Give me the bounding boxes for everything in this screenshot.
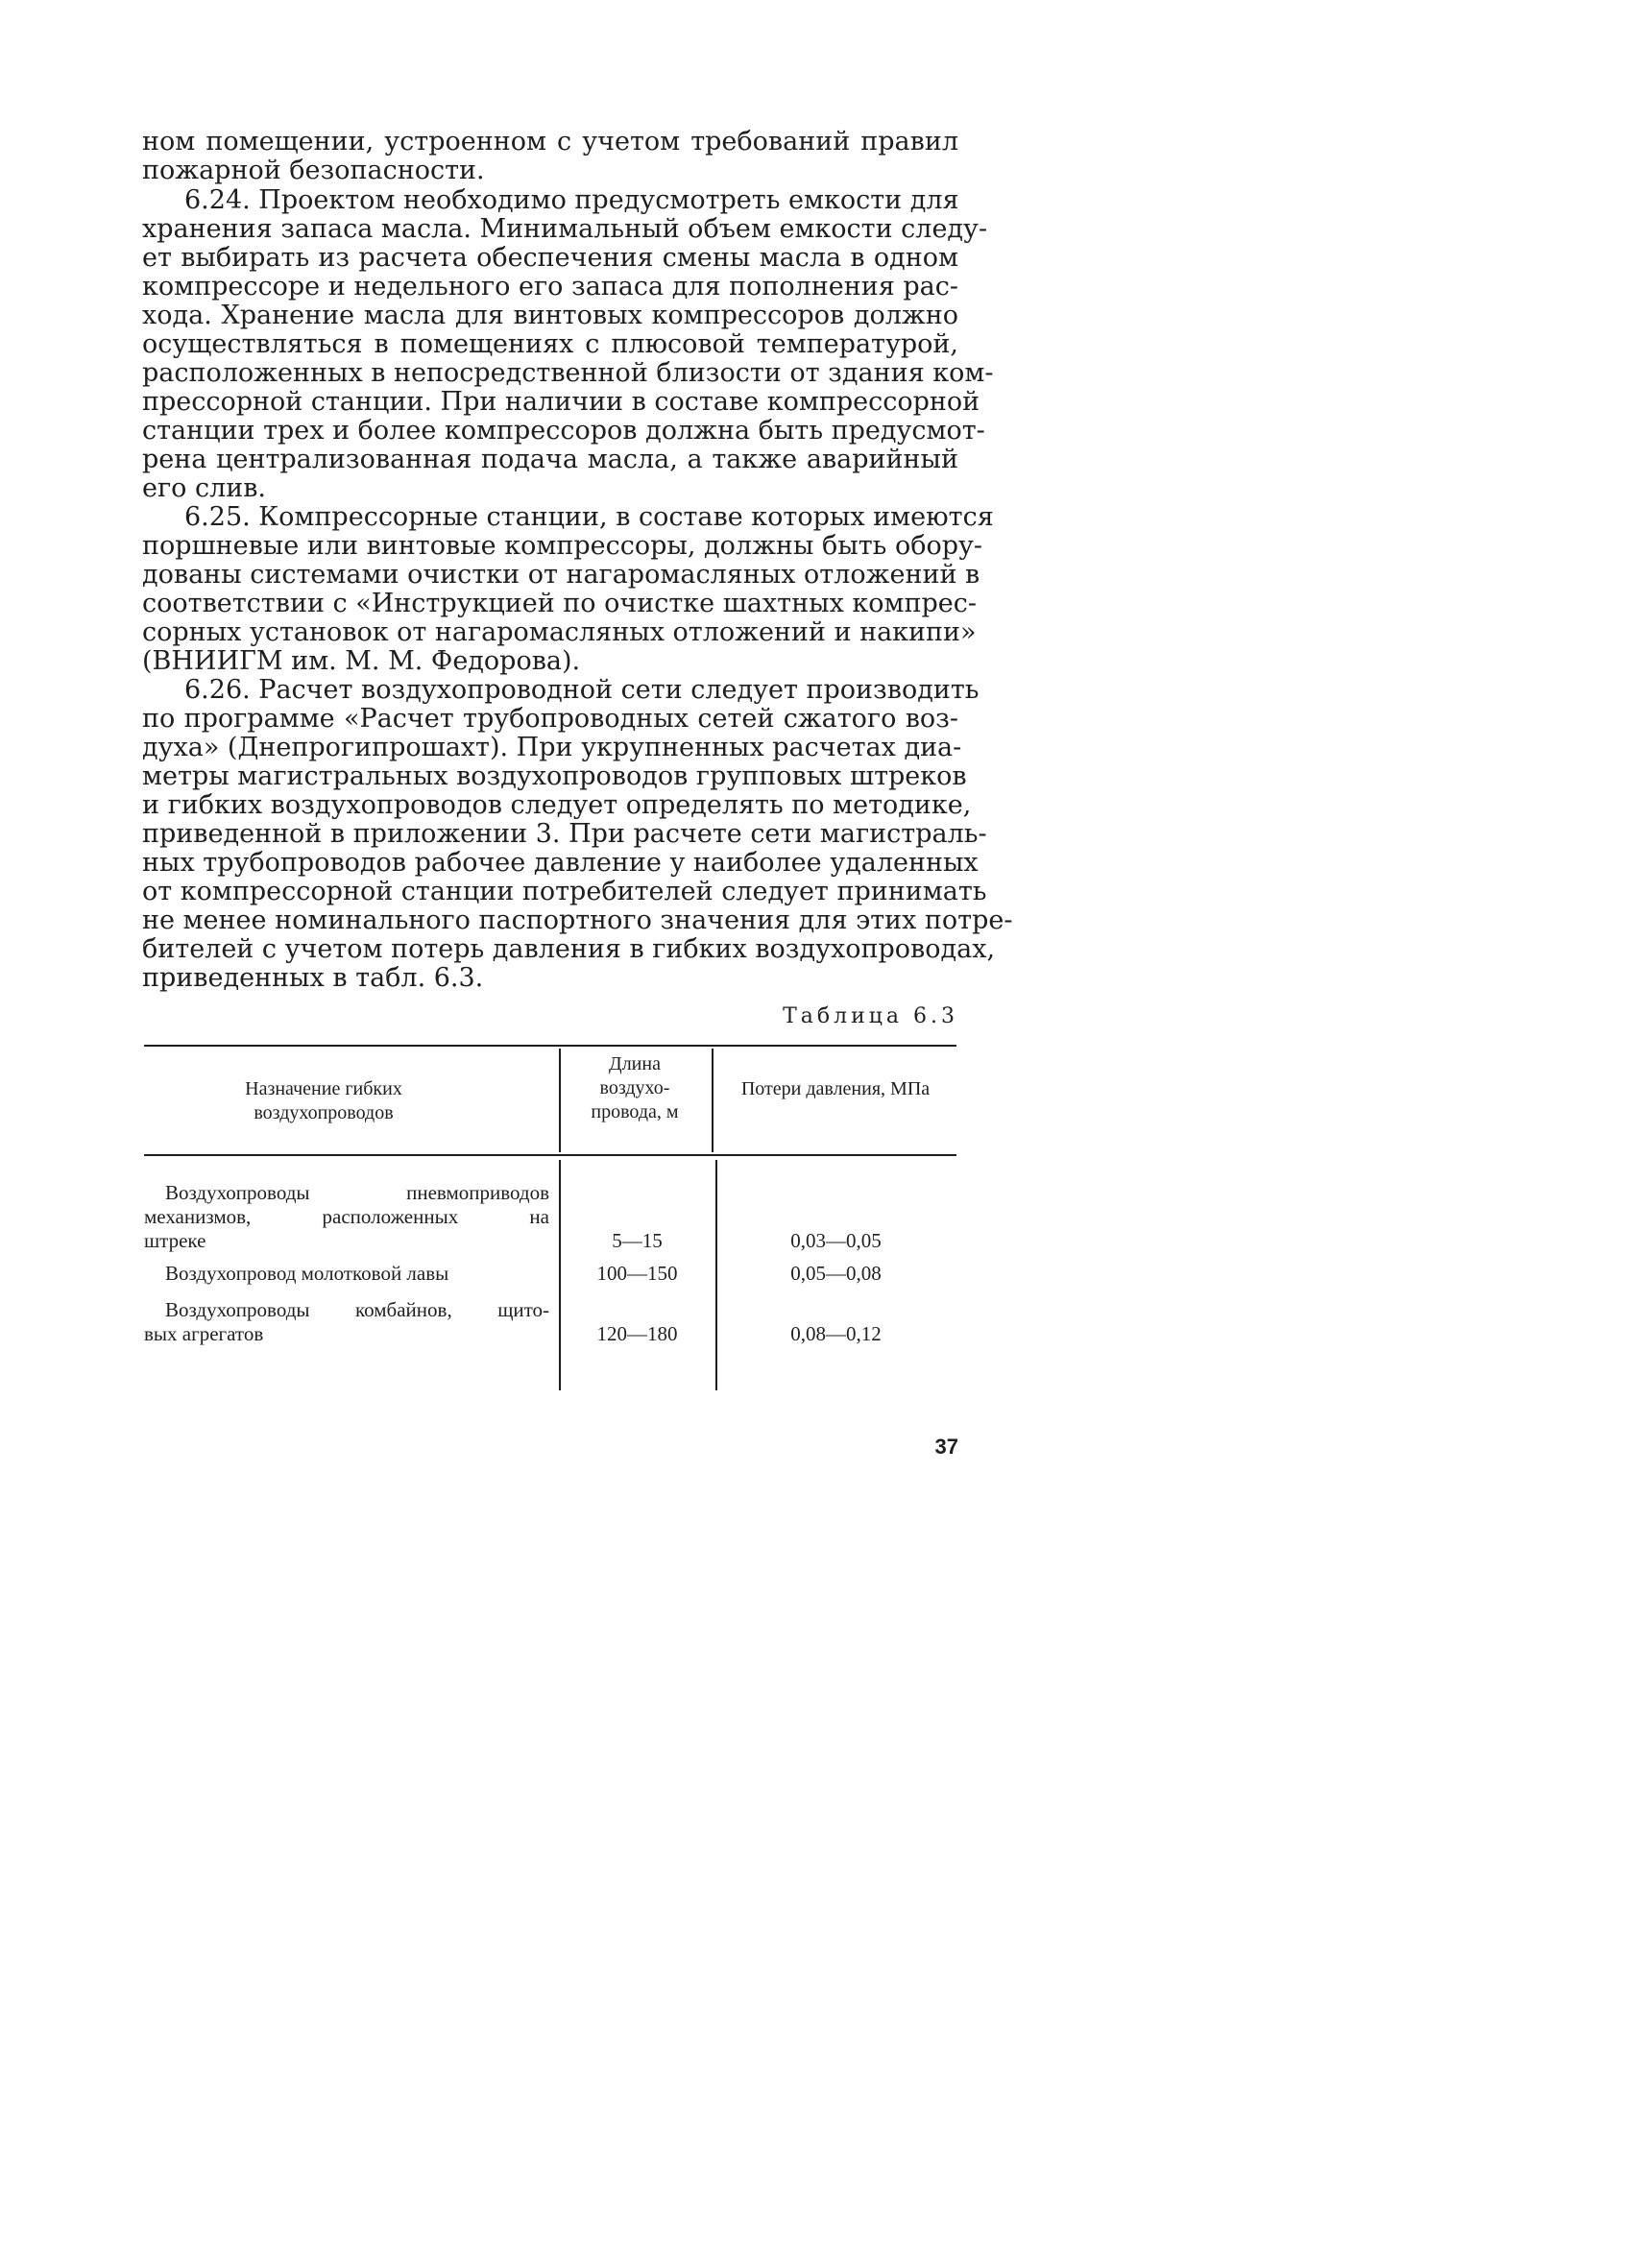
- table-column-divider: [559, 1049, 561, 1152]
- text-line: 6.25. Компрессорные станции, в составе которых имеются: [184, 502, 994, 532]
- page-number: 37: [934, 1435, 958, 1459]
- table-cell-length: 100—150: [596, 1262, 678, 1285]
- table-cell-length: 5—15: [612, 1229, 663, 1252]
- text-line: прессорной станции. При наличии в составе компрессорной: [142, 387, 980, 417]
- text-line: поршневые или винтовые компрессоры, должны быть обору-: [142, 531, 983, 561]
- table-header-rule: [144, 1154, 956, 1156]
- text-line: пожарной безопасности.: [142, 156, 485, 185]
- table-cell-purpose: механизмов, расположенных на: [144, 1205, 549, 1228]
- table-header-length: Длина воздухо-провода, м: [591, 1053, 679, 1122]
- text-line: станции трех и более компрессоров должна быть предусмот-: [142, 416, 985, 446]
- text-line: компрессоре и недельного его запаса для пополнения рас-: [142, 272, 958, 302]
- text-line: 6.26. Расчет воздухопроводной сети следует производить: [184, 675, 980, 705]
- table-cell-purpose: вых агрегатов: [144, 1322, 264, 1345]
- text-line: ном помещении, устроенном с учетом требований правил: [142, 127, 958, 157]
- text-line: ет выбирать из расчета обеспечения смены масла в одном: [142, 243, 958, 273]
- text-line: ных трубопроводов рабочее давление у наиболее удаленных: [142, 848, 979, 878]
- text-line: от компрессорной станции потребителей следует принимать: [142, 877, 987, 906]
- text-line: по программе «Расчет трубопроводных сетей сжатого воз-: [142, 704, 958, 734]
- table-cell-loss: 0,03—0,05: [790, 1229, 882, 1252]
- text-line: хранения запаса масла. Минимальный объем емкости следу-: [142, 214, 988, 244]
- table-top-rule: [144, 1045, 956, 1047]
- text-line: приведенных в табл. 6.3.: [142, 963, 484, 993]
- text-line: хода. Хранение масла для винтовых компрессоров должно: [142, 301, 958, 330]
- text-line: 6.24. Проектом необходимо предусмотреть емкости для: [184, 185, 959, 215]
- text-line: бителей с учетом потерь давления в гибких воздухопроводах,: [142, 934, 996, 964]
- text-line: рена централизованная подача масла, а также аварийный: [142, 445, 958, 474]
- table-cell-purpose: штреке: [144, 1229, 206, 1252]
- table-header-purpose: Назначение гибких воздухопроводов: [245, 1078, 402, 1123]
- table-cell-purpose: Воздухопроводы пневмоприводов: [165, 1181, 549, 1204]
- table-cell-purpose: Воздухопроводы комбайнов, щито-: [165, 1298, 549, 1321]
- text-line: не менее номинального паспортного значения для этих потре-: [142, 905, 1013, 935]
- text-line: расположенных в непосредственной близости от здания ком-: [142, 358, 994, 388]
- text-line: соответствии с «Инструкцией по очистке шахтных компрес-: [142, 589, 978, 618]
- table-cell-purpose: Воздухопровод молотковой лавы: [165, 1262, 449, 1285]
- table-cell-length: 120—180: [596, 1322, 678, 1345]
- table-caption: Таблица 6.3: [783, 1004, 958, 1028]
- text-line: его слив.: [142, 473, 267, 503]
- text-line: и гибких воздухопроводов следует определять по методике,: [142, 790, 972, 820]
- text-line: духа» (Днепрогипрошахт). При укрупненных расчетах диа-: [142, 733, 962, 762]
- table-column-divider: [559, 1160, 561, 1390]
- text-line: приведенной в приложении 3. При расчете сети магистраль-: [142, 819, 987, 849]
- table-cell-loss: 0,05—0,08: [790, 1262, 882, 1285]
- text-line: метры магистральных воздухопроводов групповых штреков: [142, 761, 967, 791]
- document-page: [0, 0, 1097, 1511]
- text-line: осуществляться в помещениях с плюсовой температурой,: [142, 329, 958, 359]
- text-line: (ВНИИГМ им. М. М. Федорова).: [142, 646, 581, 676]
- text-line: сорных установок от нагаромасляных отложений и накипи»: [142, 617, 977, 647]
- table-column-divider: [712, 1049, 714, 1152]
- table-cell-loss: 0,08—0,12: [790, 1322, 882, 1345]
- table-header-loss: Потери давления, МПа: [740, 1078, 931, 1099]
- text-line: дованы системами очистки от нагаромасляных отложений в: [142, 560, 980, 590]
- table-column-divider: [715, 1160, 717, 1390]
